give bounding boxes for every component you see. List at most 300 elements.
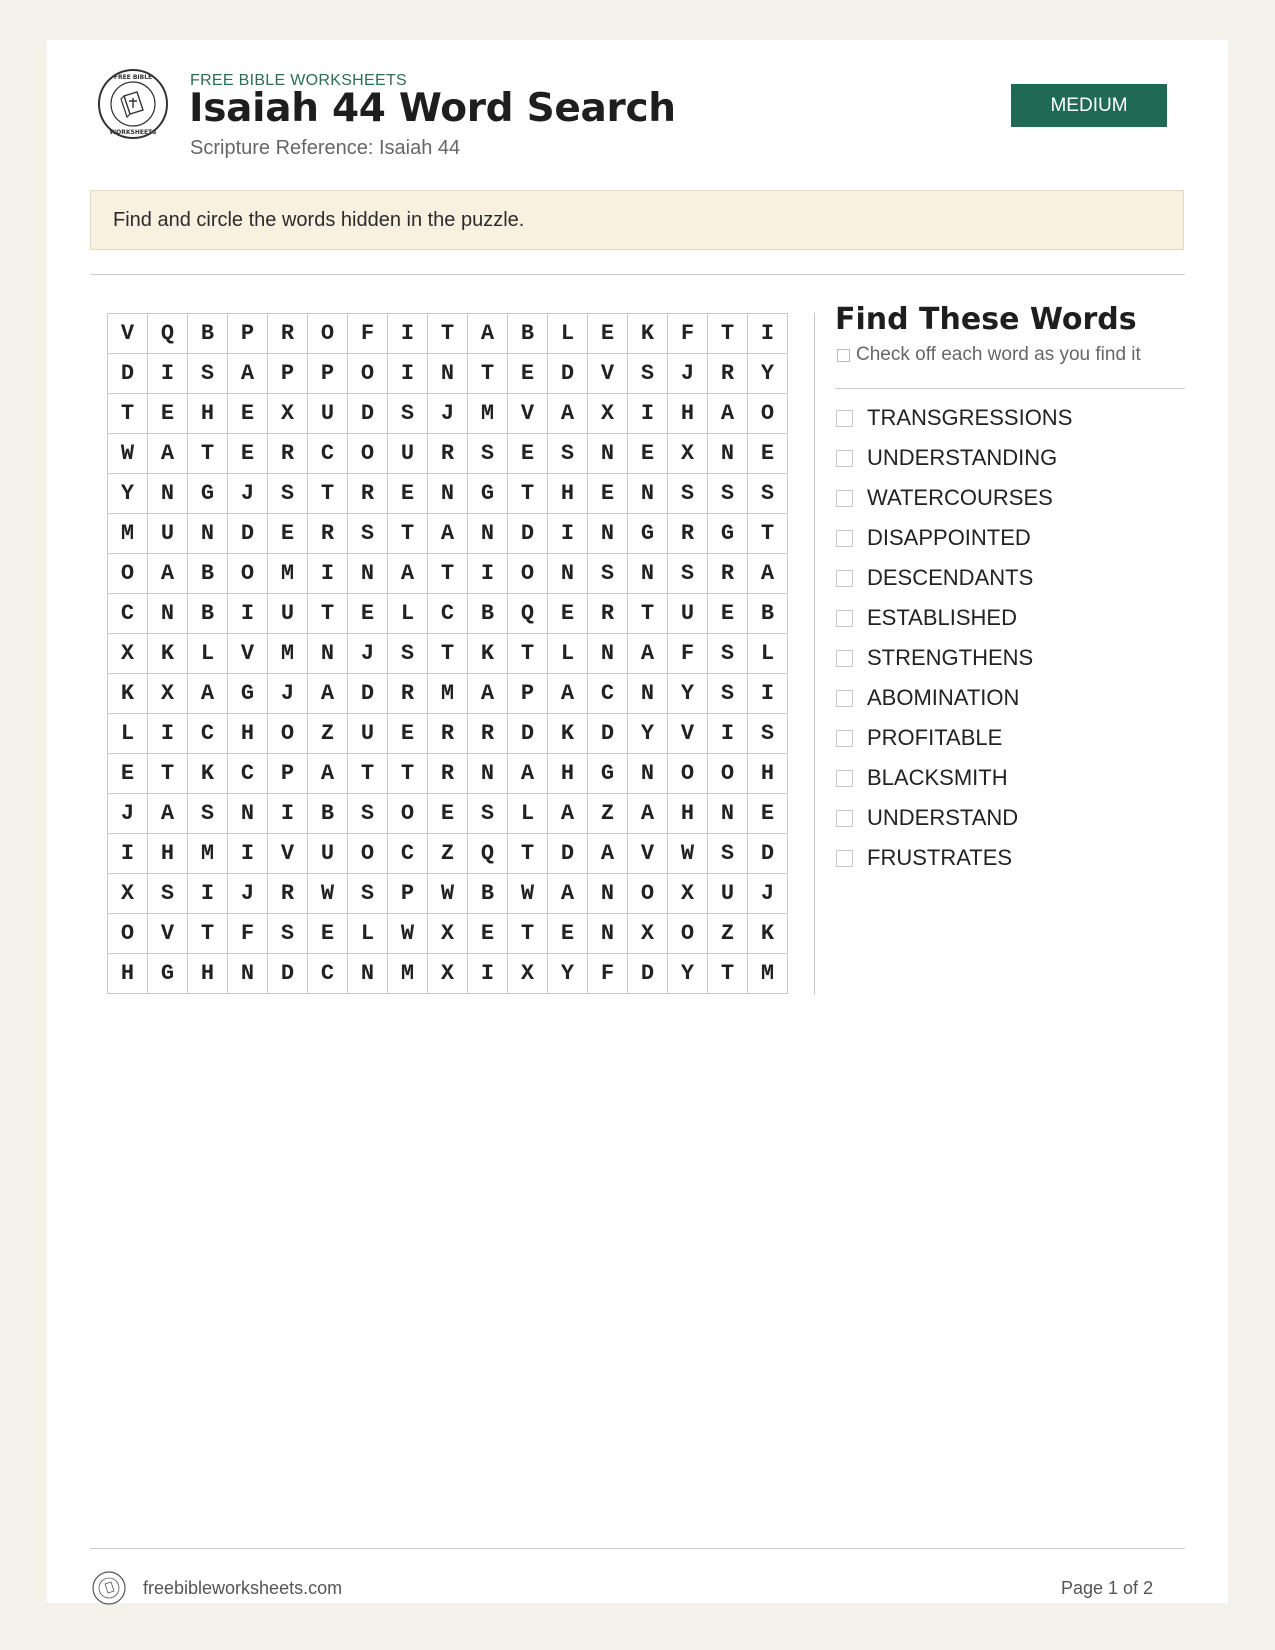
- grid-cell[interactable]: A: [548, 394, 588, 434]
- grid-cell[interactable]: L: [348, 914, 388, 954]
- grid-cell[interactable]: S: [748, 714, 788, 754]
- grid-cell[interactable]: B: [308, 794, 348, 834]
- grid-cell[interactable]: L: [548, 314, 588, 354]
- grid-cell[interactable]: T: [308, 594, 348, 634]
- grid-cell[interactable]: V: [228, 634, 268, 674]
- grid-cell[interactable]: D: [748, 834, 788, 874]
- grid-cell[interactable]: H: [108, 954, 148, 994]
- grid-cell[interactable]: A: [148, 554, 188, 594]
- grid-cell[interactable]: W: [308, 874, 348, 914]
- grid-cell[interactable]: F: [668, 634, 708, 674]
- grid-cell[interactable]: I: [748, 674, 788, 714]
- grid-cell[interactable]: P: [268, 754, 308, 794]
- grid-cell[interactable]: Z: [308, 714, 348, 754]
- grid-cell[interactable]: K: [748, 914, 788, 954]
- grid-cell[interactable]: A: [468, 314, 508, 354]
- grid-cell[interactable]: B: [748, 594, 788, 634]
- grid-cell[interactable]: O: [308, 314, 348, 354]
- grid-cell[interactable]: B: [188, 314, 228, 354]
- grid-cell[interactable]: S: [388, 394, 428, 434]
- grid-cell[interactable]: U: [308, 394, 348, 434]
- grid-cell[interactable]: R: [428, 754, 468, 794]
- grid-cell[interactable]: S: [388, 634, 428, 674]
- grid-cell[interactable]: V: [628, 834, 668, 874]
- grid-cell[interactable]: I: [148, 354, 188, 394]
- grid-cell[interactable]: E: [228, 434, 268, 474]
- grid-cell[interactable]: X: [588, 394, 628, 434]
- grid-cell[interactable]: I: [228, 834, 268, 874]
- grid-cell[interactable]: M: [468, 394, 508, 434]
- grid-cell[interactable]: W: [388, 914, 428, 954]
- grid-cell[interactable]: Z: [428, 834, 468, 874]
- grid-cell[interactable]: Y: [108, 474, 148, 514]
- grid-cell[interactable]: P: [268, 354, 308, 394]
- grid-cell[interactable]: K: [548, 714, 588, 754]
- grid-cell[interactable]: L: [508, 794, 548, 834]
- grid-cell[interactable]: L: [388, 594, 428, 634]
- grid-cell[interactable]: E: [548, 594, 588, 634]
- grid-cell[interactable]: E: [388, 474, 428, 514]
- grid-cell[interactable]: C: [428, 594, 468, 634]
- grid-cell[interactable]: D: [348, 394, 388, 434]
- grid-cell[interactable]: T: [308, 474, 348, 514]
- word-list-item[interactable]: [836, 758, 1072, 798]
- grid-cell[interactable]: X: [428, 914, 468, 954]
- grid-cell[interactable]: Y: [548, 954, 588, 994]
- word-checkbox[interactable]: [836, 410, 853, 427]
- word-checkbox[interactable]: [836, 730, 853, 747]
- grid-cell[interactable]: B: [508, 314, 548, 354]
- grid-cell[interactable]: T: [108, 394, 148, 434]
- grid-cell[interactable]: S: [708, 834, 748, 874]
- grid-cell[interactable]: O: [108, 914, 148, 954]
- grid-cell[interactable]: R: [388, 674, 428, 714]
- grid-cell[interactable]: I: [748, 314, 788, 354]
- grid-cell[interactable]: A: [308, 754, 348, 794]
- grid-cell[interactable]: V: [148, 914, 188, 954]
- grid-cell[interactable]: M: [108, 514, 148, 554]
- grid-cell[interactable]: J: [108, 794, 148, 834]
- grid-cell[interactable]: A: [148, 794, 188, 834]
- grid-cell[interactable]: N: [428, 354, 468, 394]
- word-list-item[interactable]: [836, 718, 1072, 758]
- grid-cell[interactable]: Y: [668, 674, 708, 714]
- grid-cell[interactable]: J: [428, 394, 468, 434]
- grid-cell[interactable]: S: [748, 474, 788, 514]
- grid-cell[interactable]: V: [508, 394, 548, 434]
- grid-cell[interactable]: T: [428, 554, 468, 594]
- grid-cell[interactable]: N: [628, 474, 668, 514]
- grid-cell[interactable]: I: [108, 834, 148, 874]
- grid-cell[interactable]: A: [428, 514, 468, 554]
- grid-cell[interactable]: E: [228, 394, 268, 434]
- grid-cell[interactable]: N: [628, 754, 668, 794]
- grid-cell[interactable]: K: [108, 674, 148, 714]
- grid-cell[interactable]: O: [668, 754, 708, 794]
- grid-cell[interactable]: Z: [708, 914, 748, 954]
- word-checkbox[interactable]: [836, 810, 853, 827]
- grid-cell[interactable]: I: [188, 874, 228, 914]
- grid-cell[interactable]: S: [548, 434, 588, 474]
- grid-cell[interactable]: N: [348, 954, 388, 994]
- grid-cell[interactable]: F: [348, 314, 388, 354]
- grid-cell[interactable]: Y: [748, 354, 788, 394]
- grid-cell[interactable]: C: [308, 954, 348, 994]
- grid-cell[interactable]: M: [188, 834, 228, 874]
- grid-cell[interactable]: C: [588, 674, 628, 714]
- grid-cell[interactable]: J: [268, 674, 308, 714]
- grid-cell[interactable]: S: [468, 434, 508, 474]
- grid-cell[interactable]: D: [268, 954, 308, 994]
- grid-cell[interactable]: L: [548, 634, 588, 674]
- grid-cell[interactable]: I: [388, 314, 428, 354]
- grid-cell[interactable]: T: [388, 754, 428, 794]
- grid-cell[interactable]: A: [308, 674, 348, 714]
- grid-cell[interactable]: U: [148, 514, 188, 554]
- grid-cell[interactable]: G: [228, 674, 268, 714]
- grid-cell[interactable]: O: [108, 554, 148, 594]
- grid-cell[interactable]: E: [588, 314, 628, 354]
- grid-cell[interactable]: H: [668, 794, 708, 834]
- grid-cell[interactable]: N: [548, 554, 588, 594]
- grid-cell[interactable]: Q: [468, 834, 508, 874]
- grid-cell[interactable]: U: [268, 594, 308, 634]
- grid-cell[interactable]: T: [508, 474, 548, 514]
- grid-cell[interactable]: S: [348, 514, 388, 554]
- grid-cell[interactable]: D: [548, 834, 588, 874]
- grid-cell[interactable]: I: [148, 714, 188, 754]
- grid-cell[interactable]: V: [108, 314, 148, 354]
- grid-cell[interactable]: S: [348, 794, 388, 834]
- grid-cell[interactable]: O: [628, 874, 668, 914]
- grid-cell[interactable]: T: [348, 754, 388, 794]
- grid-cell[interactable]: E: [148, 394, 188, 434]
- grid-cell[interactable]: H: [188, 954, 228, 994]
- grid-cell[interactable]: G: [708, 514, 748, 554]
- word-list-item[interactable]: [836, 598, 1072, 638]
- grid-cell[interactable]: D: [228, 514, 268, 554]
- grid-cell[interactable]: N: [468, 754, 508, 794]
- grid-cell[interactable]: V: [668, 714, 708, 754]
- grid-cell[interactable]: X: [428, 954, 468, 994]
- grid-cell[interactable]: S: [188, 794, 228, 834]
- grid-cell[interactable]: P: [228, 314, 268, 354]
- grid-cell[interactable]: S: [268, 914, 308, 954]
- grid-cell[interactable]: A: [508, 754, 548, 794]
- grid-cell[interactable]: Y: [668, 954, 708, 994]
- word-checkbox[interactable]: [836, 770, 853, 787]
- grid-cell[interactable]: I: [388, 354, 428, 394]
- grid-cell[interactable]: R: [708, 554, 748, 594]
- grid-cell[interactable]: C: [388, 834, 428, 874]
- grid-cell[interactable]: I: [548, 514, 588, 554]
- grid-cell[interactable]: S: [708, 674, 748, 714]
- grid-cell[interactable]: E: [348, 594, 388, 634]
- grid-cell[interactable]: E: [708, 594, 748, 634]
- word-list-item[interactable]: [836, 638, 1072, 678]
- grid-cell[interactable]: X: [108, 634, 148, 674]
- grid-cell[interactable]: G: [628, 514, 668, 554]
- grid-cell[interactable]: X: [268, 394, 308, 434]
- grid-cell[interactable]: S: [708, 634, 748, 674]
- grid-cell[interactable]: A: [748, 554, 788, 594]
- grid-cell[interactable]: K: [188, 754, 228, 794]
- grid-cell[interactable]: P: [508, 674, 548, 714]
- grid-cell[interactable]: V: [588, 354, 628, 394]
- grid-cell[interactable]: P: [308, 354, 348, 394]
- grid-cell[interactable]: X: [668, 874, 708, 914]
- grid-cell[interactable]: D: [348, 674, 388, 714]
- grid-cell[interactable]: T: [508, 634, 548, 674]
- grid-cell[interactable]: A: [628, 794, 668, 834]
- grid-cell[interactable]: E: [268, 514, 308, 554]
- grid-cell[interactable]: R: [268, 314, 308, 354]
- grid-cell[interactable]: R: [428, 434, 468, 474]
- grid-cell[interactable]: T: [148, 754, 188, 794]
- grid-cell[interactable]: H: [548, 474, 588, 514]
- grid-cell[interactable]: T: [628, 594, 668, 634]
- grid-cell[interactable]: G: [588, 754, 628, 794]
- word-list-item[interactable]: [836, 398, 1072, 438]
- grid-cell[interactable]: M: [268, 634, 308, 674]
- grid-cell[interactable]: N: [588, 434, 628, 474]
- word-checkbox[interactable]: [836, 490, 853, 507]
- grid-cell[interactable]: B: [468, 874, 508, 914]
- grid-cell[interactable]: K: [468, 634, 508, 674]
- grid-cell[interactable]: S: [348, 874, 388, 914]
- grid-cell[interactable]: V: [268, 834, 308, 874]
- word-checkbox[interactable]: [836, 450, 853, 467]
- grid-cell[interactable]: O: [748, 394, 788, 434]
- grid-cell[interactable]: D: [588, 714, 628, 754]
- grid-cell[interactable]: A: [708, 394, 748, 434]
- grid-cell[interactable]: D: [628, 954, 668, 994]
- grid-cell[interactable]: T: [428, 634, 468, 674]
- grid-cell[interactable]: E: [628, 434, 668, 474]
- grid-cell[interactable]: X: [108, 874, 148, 914]
- grid-cell[interactable]: F: [668, 314, 708, 354]
- grid-cell[interactable]: O: [708, 754, 748, 794]
- grid-cell[interactable]: W: [668, 834, 708, 874]
- grid-cell[interactable]: N: [348, 554, 388, 594]
- grid-cell[interactable]: B: [188, 594, 228, 634]
- grid-cell[interactable]: L: [188, 634, 228, 674]
- grid-cell[interactable]: N: [588, 874, 628, 914]
- grid-cell[interactable]: I: [308, 554, 348, 594]
- grid-cell[interactable]: A: [388, 554, 428, 594]
- grid-cell[interactable]: T: [708, 314, 748, 354]
- grid-cell[interactable]: G: [148, 954, 188, 994]
- grid-cell[interactable]: S: [468, 794, 508, 834]
- grid-cell[interactable]: H: [228, 714, 268, 754]
- grid-cell[interactable]: I: [708, 714, 748, 754]
- grid-cell[interactable]: Q: [148, 314, 188, 354]
- word-list-item[interactable]: [836, 478, 1072, 518]
- grid-cell[interactable]: F: [588, 954, 628, 994]
- grid-cell[interactable]: M: [748, 954, 788, 994]
- grid-cell[interactable]: S: [628, 354, 668, 394]
- grid-cell[interactable]: S: [188, 354, 228, 394]
- grid-cell[interactable]: C: [308, 434, 348, 474]
- grid-cell[interactable]: N: [228, 794, 268, 834]
- word-list-item[interactable]: [836, 438, 1072, 478]
- grid-cell[interactable]: N: [148, 474, 188, 514]
- grid-cell[interactable]: R: [468, 714, 508, 754]
- grid-cell[interactable]: X: [628, 914, 668, 954]
- grid-cell[interactable]: U: [308, 834, 348, 874]
- grid-cell[interactable]: I: [228, 594, 268, 634]
- grid-cell[interactable]: N: [628, 674, 668, 714]
- grid-cell[interactable]: E: [508, 434, 548, 474]
- grid-cell[interactable]: R: [588, 594, 628, 634]
- grid-cell[interactable]: N: [708, 434, 748, 474]
- grid-cell[interactable]: T: [708, 954, 748, 994]
- grid-cell[interactable]: N: [188, 514, 228, 554]
- grid-cell[interactable]: A: [148, 434, 188, 474]
- grid-cell[interactable]: A: [588, 834, 628, 874]
- grid-cell[interactable]: M: [268, 554, 308, 594]
- grid-cell[interactable]: S: [268, 474, 308, 514]
- grid-cell[interactable]: U: [388, 434, 428, 474]
- grid-cell[interactable]: S: [148, 874, 188, 914]
- word-checkbox[interactable]: [836, 650, 853, 667]
- word-list-item[interactable]: [836, 678, 1072, 718]
- grid-cell[interactable]: E: [468, 914, 508, 954]
- grid-cell[interactable]: X: [668, 434, 708, 474]
- grid-cell[interactable]: N: [228, 954, 268, 994]
- grid-cell[interactable]: T: [188, 434, 228, 474]
- word-list-item[interactable]: [836, 798, 1072, 838]
- grid-cell[interactable]: O: [348, 834, 388, 874]
- grid-cell[interactable]: N: [428, 474, 468, 514]
- grid-cell[interactable]: R: [268, 874, 308, 914]
- grid-cell[interactable]: D: [548, 354, 588, 394]
- grid-cell[interactable]: J: [748, 874, 788, 914]
- grid-cell[interactable]: O: [668, 914, 708, 954]
- grid-cell[interactable]: I: [628, 394, 668, 434]
- grid-cell[interactable]: E: [548, 914, 588, 954]
- grid-cell[interactable]: B: [468, 594, 508, 634]
- word-checkbox[interactable]: [836, 690, 853, 707]
- word-checkbox[interactable]: [836, 530, 853, 547]
- grid-cell[interactable]: A: [188, 674, 228, 714]
- grid-cell[interactable]: N: [468, 514, 508, 554]
- grid-cell[interactable]: X: [148, 674, 188, 714]
- grid-cell[interactable]: O: [228, 554, 268, 594]
- grid-cell[interactable]: H: [148, 834, 188, 874]
- grid-cell[interactable]: O: [268, 714, 308, 754]
- grid-cell[interactable]: S: [588, 554, 628, 594]
- grid-cell[interactable]: H: [668, 394, 708, 434]
- grid-cell[interactable]: J: [668, 354, 708, 394]
- grid-cell[interactable]: N: [308, 634, 348, 674]
- grid-cell[interactable]: E: [108, 754, 148, 794]
- grid-cell[interactable]: I: [268, 794, 308, 834]
- grid-cell[interactable]: P: [388, 874, 428, 914]
- grid-cell[interactable]: N: [588, 634, 628, 674]
- grid-cell[interactable]: D: [508, 514, 548, 554]
- grid-cell[interactable]: R: [308, 514, 348, 554]
- grid-cell[interactable]: E: [748, 434, 788, 474]
- grid-cell[interactable]: E: [508, 354, 548, 394]
- grid-cell[interactable]: X: [508, 954, 548, 994]
- grid-cell[interactable]: T: [188, 914, 228, 954]
- grid-cell[interactable]: I: [468, 554, 508, 594]
- grid-cell[interactable]: E: [748, 794, 788, 834]
- word-list-item[interactable]: [836, 518, 1072, 558]
- grid-cell[interactable]: Y: [628, 714, 668, 754]
- grid-cell[interactable]: T: [508, 914, 548, 954]
- grid-cell[interactable]: H: [188, 394, 228, 434]
- grid-cell[interactable]: N: [628, 554, 668, 594]
- grid-cell[interactable]: R: [348, 474, 388, 514]
- grid-cell[interactable]: T: [428, 314, 468, 354]
- grid-cell[interactable]: T: [388, 514, 428, 554]
- grid-cell[interactable]: G: [188, 474, 228, 514]
- grid-cell[interactable]: N: [588, 514, 628, 554]
- grid-cell[interactable]: L: [748, 634, 788, 674]
- grid-cell[interactable]: J: [228, 874, 268, 914]
- grid-cell[interactable]: O: [348, 434, 388, 474]
- grid-cell[interactable]: L: [108, 714, 148, 754]
- grid-cell[interactable]: W: [428, 874, 468, 914]
- grid-cell[interactable]: N: [708, 794, 748, 834]
- grid-cell[interactable]: C: [108, 594, 148, 634]
- grid-cell[interactable]: T: [508, 834, 548, 874]
- grid-cell[interactable]: S: [668, 554, 708, 594]
- grid-cell[interactable]: E: [588, 474, 628, 514]
- word-checkbox[interactable]: [836, 850, 853, 867]
- grid-cell[interactable]: C: [228, 754, 268, 794]
- grid-cell[interactable]: I: [468, 954, 508, 994]
- grid-cell[interactable]: A: [468, 674, 508, 714]
- grid-cell[interactable]: U: [708, 874, 748, 914]
- grid-cell[interactable]: E: [308, 914, 348, 954]
- grid-cell[interactable]: F: [228, 914, 268, 954]
- grid-cell[interactable]: O: [508, 554, 548, 594]
- grid-cell[interactable]: U: [668, 594, 708, 634]
- grid-cell[interactable]: U: [348, 714, 388, 754]
- grid-cell[interactable]: J: [228, 474, 268, 514]
- grid-cell[interactable]: C: [188, 714, 228, 754]
- grid-cell[interactable]: A: [548, 674, 588, 714]
- grid-cell[interactable]: W: [508, 874, 548, 914]
- grid-cell[interactable]: K: [628, 314, 668, 354]
- word-list-item[interactable]: [836, 838, 1072, 878]
- grid-cell[interactable]: A: [548, 794, 588, 834]
- grid-cell[interactable]: N: [148, 594, 188, 634]
- grid-cell[interactable]: M: [428, 674, 468, 714]
- grid-cell[interactable]: R: [668, 514, 708, 554]
- grid-cell[interactable]: S: [668, 474, 708, 514]
- grid-cell[interactable]: S: [708, 474, 748, 514]
- grid-cell[interactable]: O: [348, 354, 388, 394]
- grid-cell[interactable]: N: [588, 914, 628, 954]
- grid-cell[interactable]: T: [748, 514, 788, 554]
- grid-cell[interactable]: G: [468, 474, 508, 514]
- grid-cell[interactable]: A: [228, 354, 268, 394]
- grid-cell[interactable]: O: [388, 794, 428, 834]
- grid-cell[interactable]: R: [428, 714, 468, 754]
- grid-cell[interactable]: R: [708, 354, 748, 394]
- grid-cell[interactable]: D: [108, 354, 148, 394]
- grid-cell[interactable]: E: [428, 794, 468, 834]
- grid-cell[interactable]: K: [148, 634, 188, 674]
- word-checkbox[interactable]: [836, 570, 853, 587]
- grid-cell[interactable]: H: [748, 754, 788, 794]
- grid-cell[interactable]: E: [388, 714, 428, 754]
- word-list-item[interactable]: [836, 558, 1072, 598]
